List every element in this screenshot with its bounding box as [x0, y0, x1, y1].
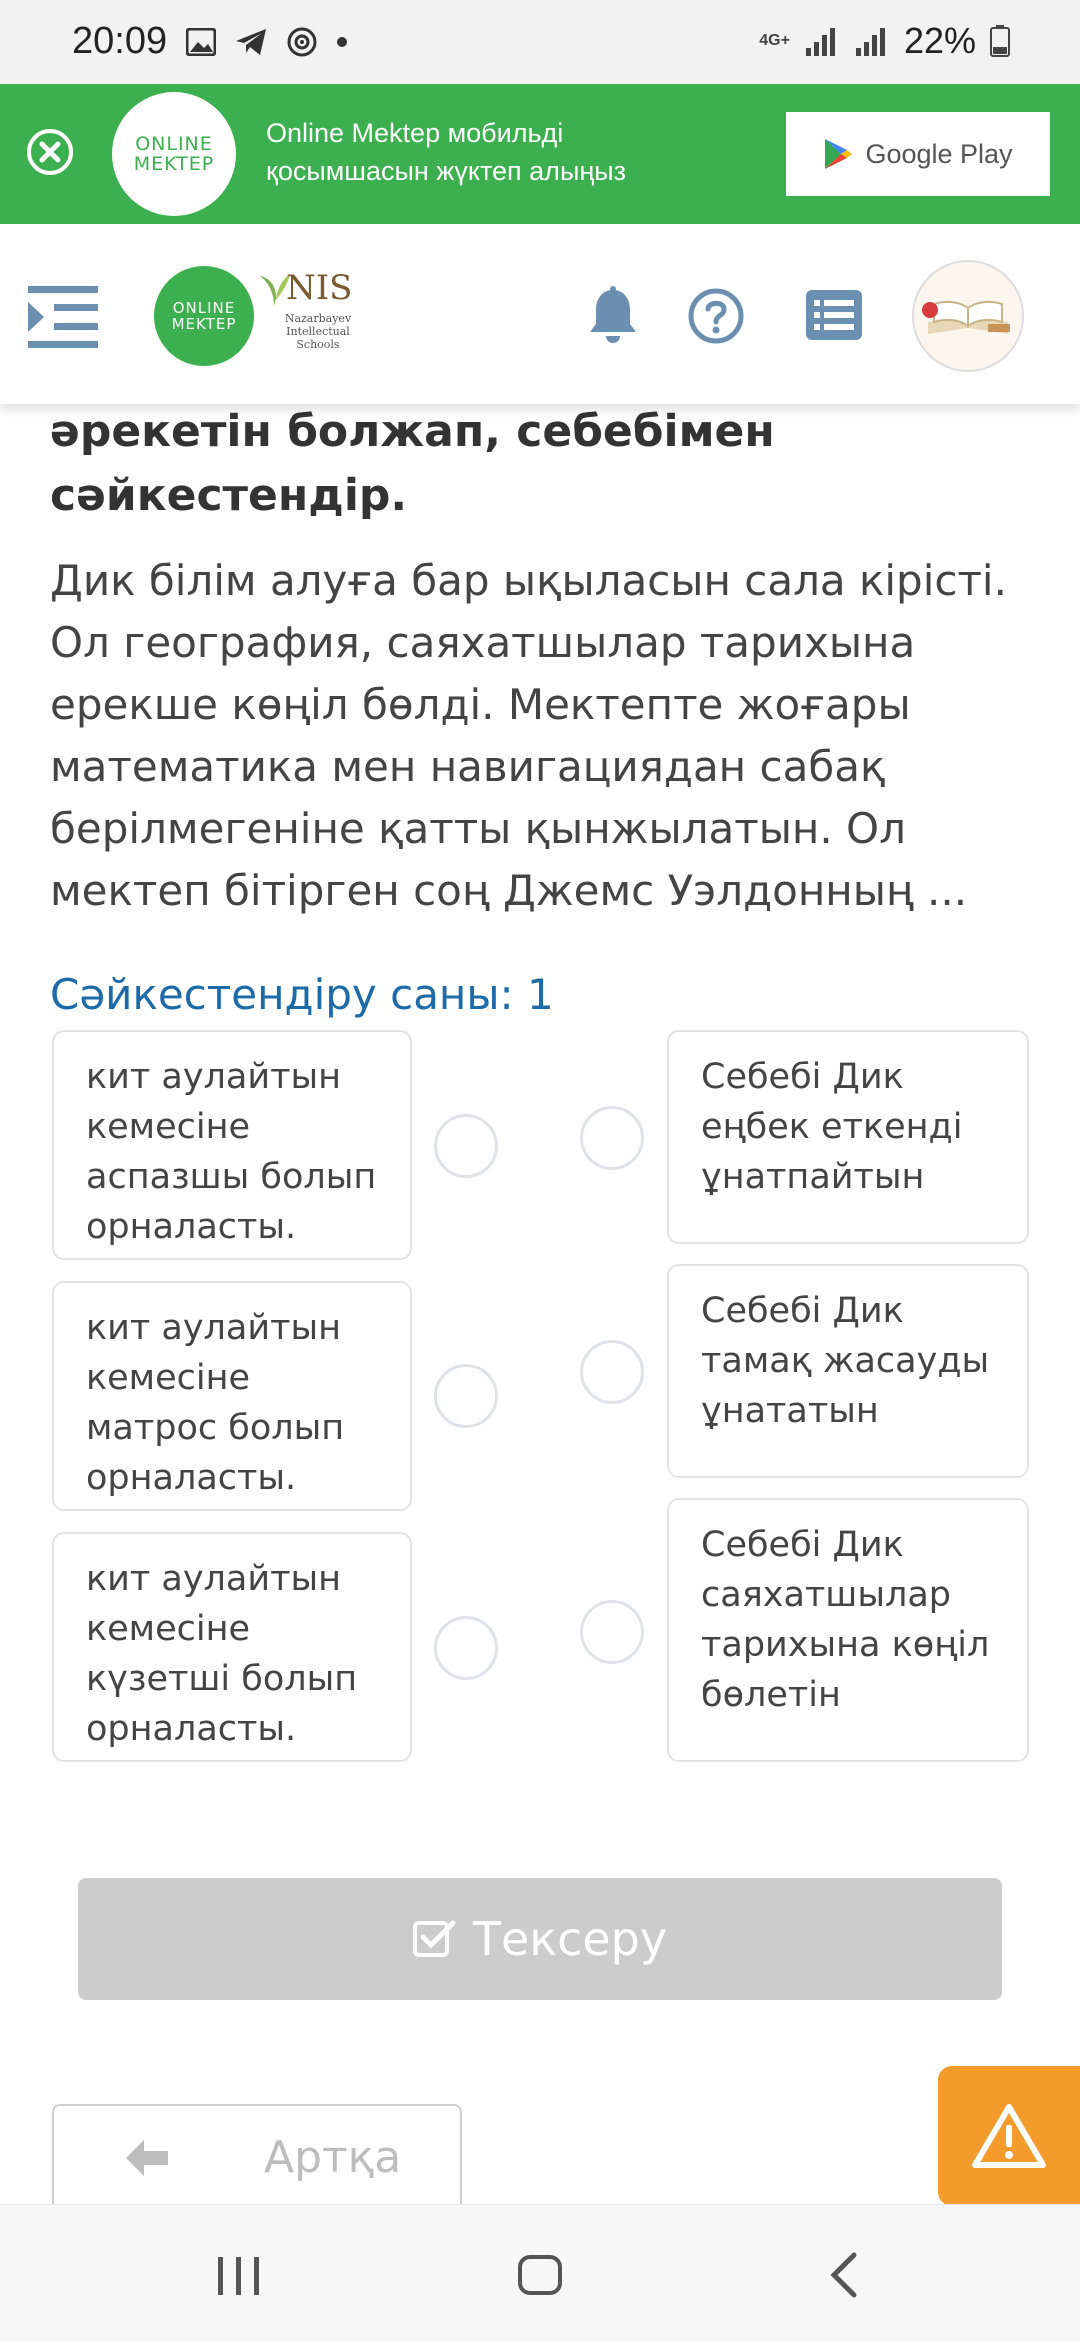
header-logo-line2: MEKTEP	[171, 315, 237, 333]
list-icon[interactable]	[806, 290, 862, 340]
help-icon[interactable]	[688, 288, 744, 344]
right-radio-1[interactable]	[580, 1106, 644, 1170]
dot-icon	[336, 36, 348, 48]
telegram-icon	[234, 27, 268, 57]
header-logo-line1: ONLINE	[172, 299, 236, 317]
right-radio-3[interactable]	[580, 1600, 644, 1664]
menu-icon[interactable]	[28, 284, 98, 350]
left-radio-3[interactable]	[434, 1616, 498, 1680]
question-title: әрекетін болжап, себебімен сәйкестендір.	[50, 406, 775, 521]
left-radio-2[interactable]	[434, 1364, 498, 1428]
left-option-3[interactable]: кит аулайтын кемесіне күзетші болып орналасты.	[52, 1532, 412, 1762]
right-option-3[interactable]: Себебі Дик саяхатшылар тарихына көңіл бөлетін	[667, 1498, 1029, 1762]
notification-icons	[186, 26, 348, 58]
back-button[interactable]	[52, 2104, 462, 2214]
nis-logo	[258, 268, 353, 368]
google-play-label: Google Play	[865, 138, 1013, 169]
google-play-icon	[823, 137, 853, 171]
logo-line1: ONLINE	[135, 133, 213, 155]
arrow-left-icon	[124, 2138, 170, 2178]
app-header	[0, 224, 1080, 404]
signal-icon	[804, 26, 840, 56]
home-icon[interactable]	[518, 2255, 562, 2295]
network-type: 4G+	[759, 32, 790, 49]
gallery-icon	[186, 28, 216, 56]
google-play-button[interactable]	[786, 112, 1050, 196]
warning-icon	[972, 2103, 1046, 2169]
left-option-1[interactable]: кит аулайтын кемесіне аспазшы болып орналасты.	[52, 1030, 412, 1260]
signal-app-icon	[286, 26, 318, 58]
check-button[interactable]	[78, 1878, 1002, 2000]
app-download-banner	[0, 84, 1080, 224]
battery-percent: 22%	[903, 20, 976, 61]
online-mektep-logo	[112, 92, 236, 216]
status-bar	[0, 0, 1080, 84]
signal-icon-2	[854, 26, 890, 56]
back-button-label: Артқа	[264, 2132, 402, 2183]
report-problem-button[interactable]	[938, 2066, 1080, 2206]
right-option-2[interactable]: Себебі Дик тамақ жасауды ұнататын	[667, 1264, 1029, 1478]
passage-text: Дик білім алуға бар ықыласын сала кірісті. Ол география, саяхатшылар тарихына ерекше көңіл бөлді. Мектепте жоғары математика мен навигациядан сабақ берілмегеніне қатты қынжылатын. Ол мектеп бітірген соң Джемс Уэлдонның ...	[50, 556, 1007, 915]
avatar[interactable]	[912, 260, 1024, 372]
left-radio-1[interactable]	[434, 1114, 498, 1178]
nis-title: NIS	[286, 268, 353, 308]
close-banner-icon[interactable]	[26, 128, 74, 176]
bell-icon[interactable]	[586, 286, 640, 346]
right-radio-2[interactable]	[580, 1340, 644, 1404]
nav-back-icon[interactable]	[828, 2251, 858, 2299]
check-button-label: Тексеру	[472, 1912, 668, 1966]
nis-subtitle: Nazarbayev Intellectual Schools	[284, 312, 352, 351]
status-right	[759, 20, 1010, 62]
logo-line2: MEKTEP	[133, 153, 215, 175]
checkbox-check-icon	[413, 1919, 457, 1959]
recent-apps-icon[interactable]	[216, 2257, 262, 2295]
book-apple-icon	[914, 262, 1022, 370]
system-nav-bar	[0, 2204, 1080, 2341]
banner-text: Online Mektep мобильді қосымшасын жүктеп алыңыз	[266, 118, 627, 186]
status-time: 20:09	[72, 20, 168, 62]
battery-icon	[990, 25, 1010, 57]
match-count: Сәйкестендіру саны: 1	[50, 970, 554, 1019]
header-logo[interactable]	[154, 266, 254, 366]
left-option-2[interactable]: кит аулайтын кемесіне матрос болып орналасты.	[52, 1281, 412, 1511]
right-option-1[interactable]: Себебі Дик еңбек еткенді ұнатпайтын	[667, 1030, 1029, 1244]
